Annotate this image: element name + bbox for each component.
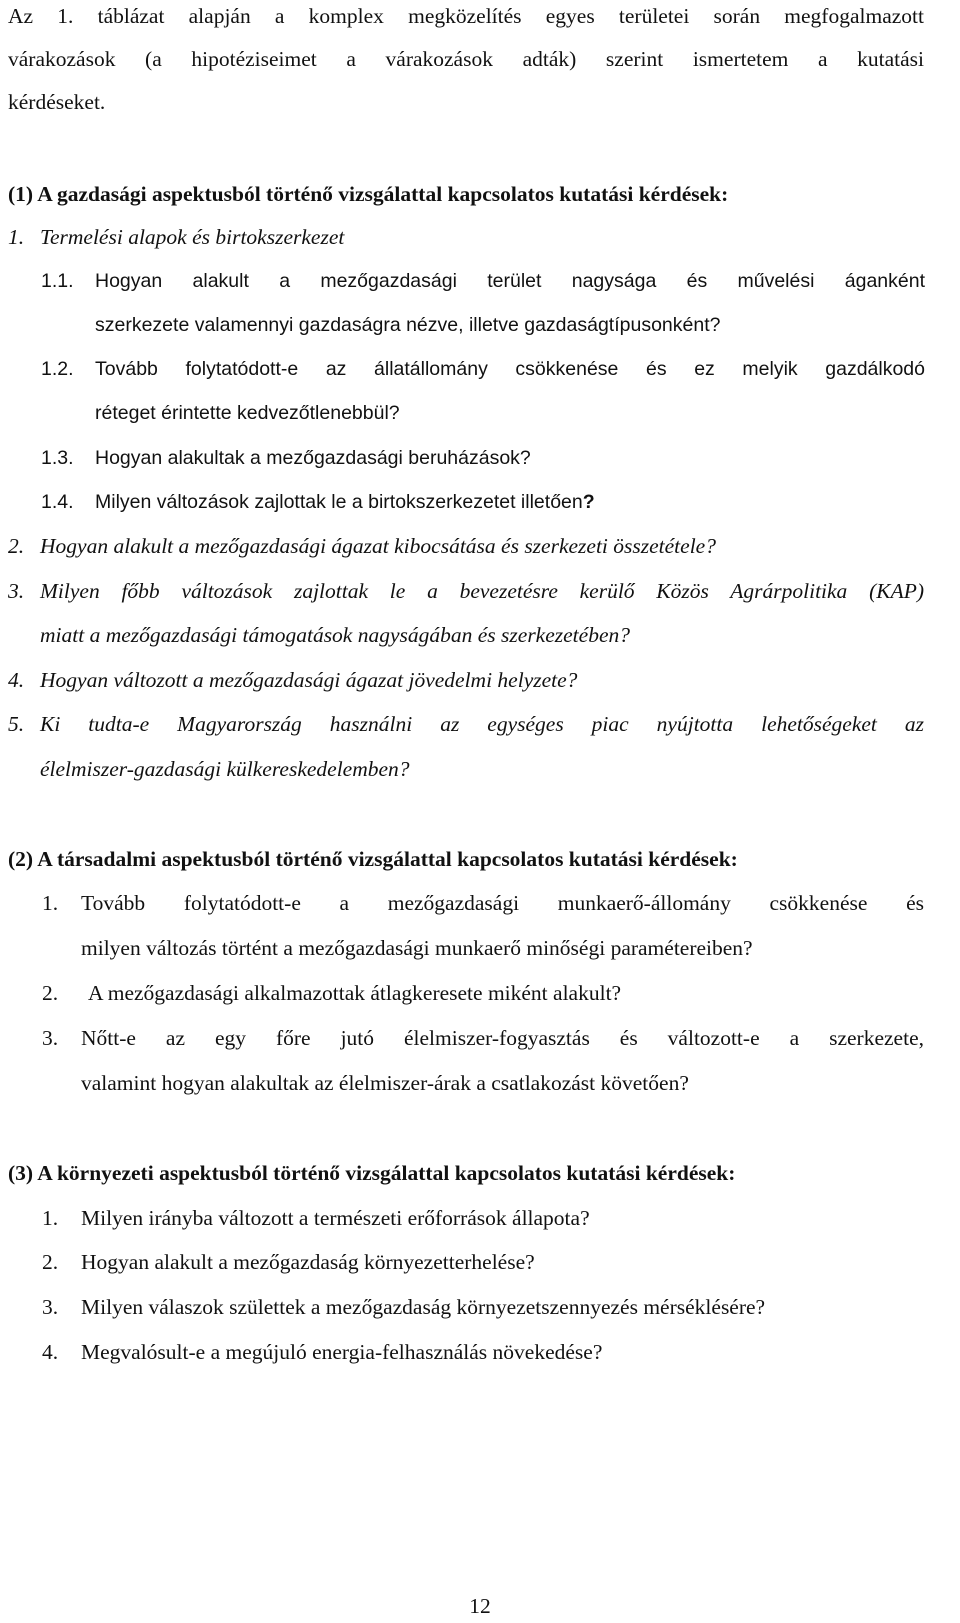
item-text: Milyen válaszok születtek a mezőgazdaság környezetszennyezés mérséklésére? (81, 1295, 766, 1319)
item-text-line-1: Ki tudta-e Magyarország használni az egységes piac nyújtotta lehetőségeket az (40, 712, 924, 736)
item-text: Megvalósult-e a megújuló energia-felhasználás növekedése? (81, 1340, 603, 1364)
subitem-number: 1.1. (41, 270, 74, 292)
item-text: Hogyan alakult a mezőgazdasági ágazat kibocsátása és szerkezeti összetétele? (40, 534, 716, 558)
subitem-text-line-1: Tovább folytatódott-e az állatállomány csökkenése és ez melyik gazdálkodó (95, 358, 925, 380)
item-text-line-2: valamint hogyan alakultak az élelmiszer-árak a csatlakozást követően? (81, 1071, 689, 1095)
item-text: Milyen irányba változott a természeti erőforrások állapota? (81, 1206, 590, 1230)
subitem-number: 1.3. (41, 447, 74, 469)
item-text-line-2: miatt a mezőgazdasági támogatások nagyságában és szerkezetében? (40, 623, 630, 647)
item-number: 3. (42, 1295, 59, 1319)
subitem-question-mark: ? (582, 491, 595, 513)
item-text: Hogyan alakult a mezőgazdaság környezetterhelése? (81, 1250, 535, 1274)
item-number: 3. (8, 579, 25, 603)
item-number: 3. (42, 1026, 59, 1050)
item-text: A mezőgazdasági alkalmazottak átlagkeresete miként alakult? (88, 981, 622, 1005)
item-number: 1. (42, 1206, 59, 1230)
subitem-text-line-2: szerkezete valamennyi gazdaságra nézve, illetve gazdaságtípusonként? (95, 314, 721, 336)
item-number: 5. (8, 712, 25, 736)
subitem-text: Hogyan alakultak a mezőgazdasági beruházások? (95, 447, 531, 469)
subitem-text (95, 488, 595, 516)
subitem-text-body: Milyen változások zajlottak le a birtokszerkezetet illetően (95, 491, 583, 513)
section-1-heading: (1) A gazdasági aspektusból történő vizsgálattal kapcsolatos kutatási kérdések: (8, 182, 729, 206)
subitem-number: 1.4. (41, 491, 74, 513)
section-3-heading: (3) A környezeti aspektusból történő vizsgálattal kapcsolatos kutatási kérdések: (8, 1161, 736, 1185)
item-text-line-1: Milyen főbb változások zajlottak le a bevezetésre kerülő Közös Agrárpolitika (KAP) (40, 579, 924, 603)
intro-line-1: Az 1. táblázat alapján a komplex megközelítés egyes területei során megfogalmazott (8, 4, 924, 28)
item-text-line-2: milyen változás történt a mezőgazdasági munkaerő minőségi paramétereiben? (81, 936, 753, 960)
item-number: 2. (42, 1250, 59, 1274)
subitem-text-line-1: Hogyan alakult a mezőgazdasági terület nagysága és művelési áganként (95, 270, 925, 292)
item-text: Hogyan változott a mezőgazdasági ágazat jövedelmi helyzete? (40, 668, 578, 692)
item-text: Termelési alapok és birtokszerkezet (40, 225, 345, 249)
item-number: 2. (8, 534, 25, 558)
item-number: 2. (42, 981, 59, 1005)
item-text-line-1: Tovább folytatódott-e a mezőgazdasági munkaerő-állomány csökkenése és (81, 891, 924, 915)
subitem-text-line-2: réteget érintette kedvezőtlenebbül? (95, 402, 400, 424)
intro-line-2: várakozások (a hipotéziseimet a várakozások adták) szerint ismertetem a kutatási (8, 47, 924, 71)
subitem-number: 1.2. (41, 358, 74, 380)
item-number: 1. (8, 225, 25, 249)
section-2-heading: (2) A társadalmi aspektusból történő vizsgálattal kapcsolatos kutatási kérdések: (8, 847, 738, 871)
item-number: 4. (8, 668, 25, 692)
item-number: 1. (42, 891, 59, 915)
item-number: 4. (42, 1340, 59, 1364)
item-text-line-2: élelmiszer-gazdasági külkereskedelemben? (40, 757, 410, 781)
intro-line-3: kérdéseket. (8, 90, 106, 114)
item-text-line-1: Nőtt-e az egy főre jutó élelmiszer-fogyasztás és változott-e a szerkezete, (81, 1026, 924, 1050)
page-number: 12 (469, 1594, 491, 1618)
